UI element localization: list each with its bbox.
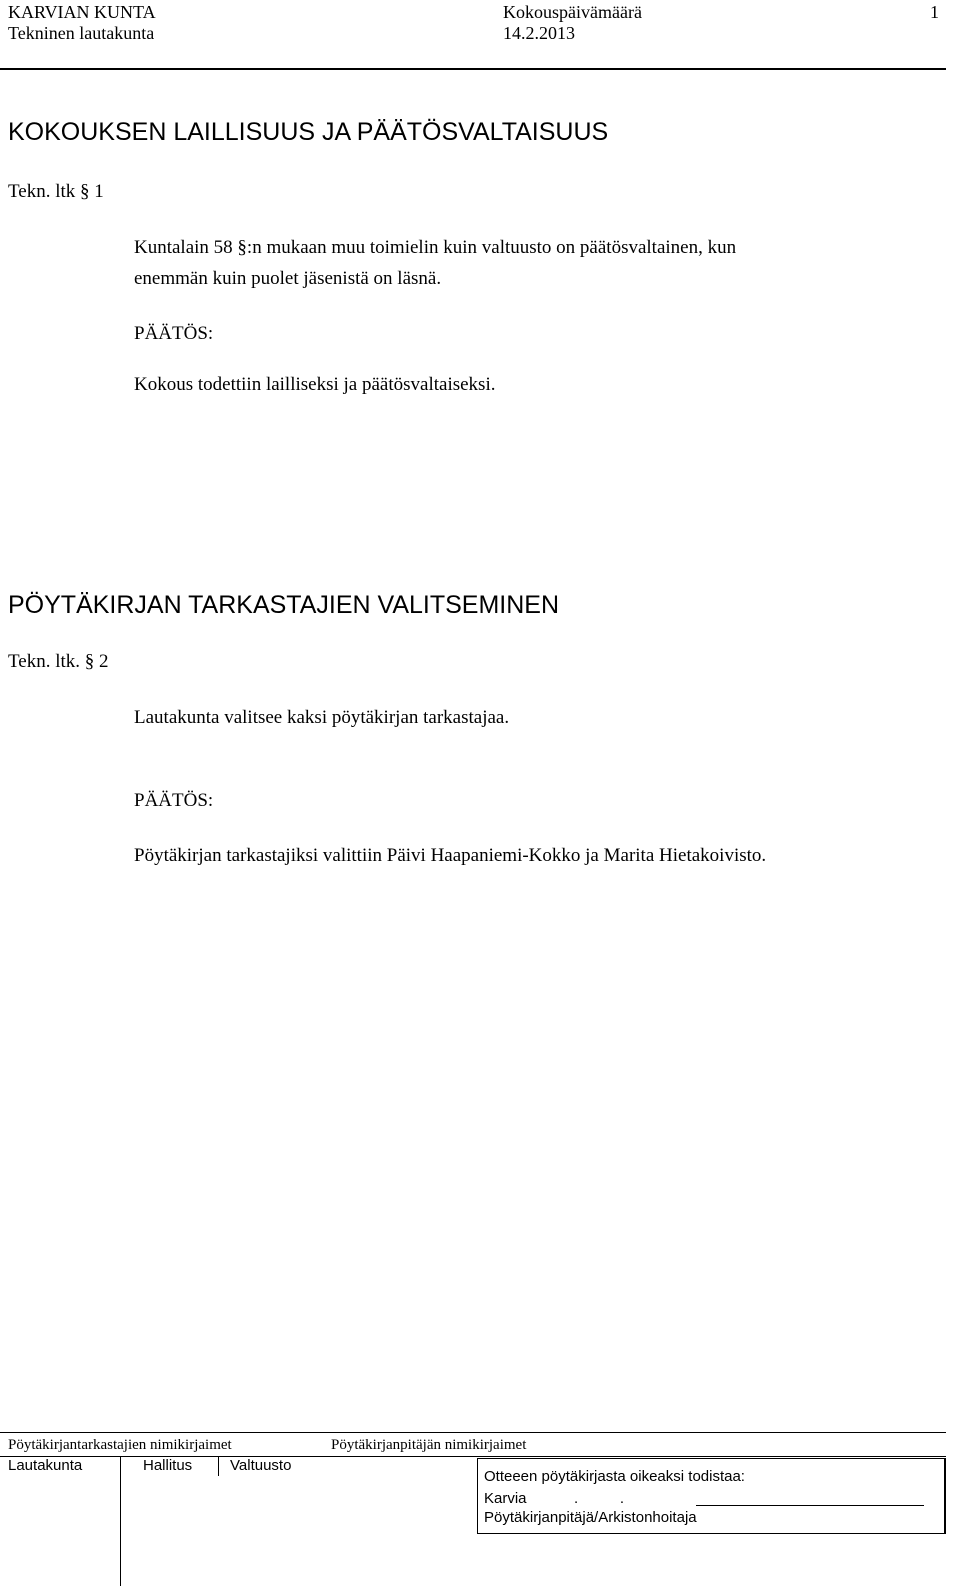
footer-col-valtuusto: Valtuusto (230, 1457, 292, 1474)
organization-name: KARVIAN KUNTA (8, 2, 156, 22)
header-divider (0, 68, 946, 70)
certify-place: Karvia (484, 1490, 527, 1507)
checkers-signatures-label: Pöytäkirjantarkastajien nimikirjaimet (8, 1437, 232, 1453)
section1-text-line2: enemmän kuin puolet jäsenistä on läsnä. (134, 268, 442, 289)
committee-name: Tekninen lautakunta (8, 23, 155, 43)
section2-ref: Tekn. ltk. § 2 (8, 651, 109, 672)
section1-ref: Tekn. ltk § 1 (8, 181, 104, 202)
section1-text-line1: Kuntalain 58 §:n mukaan muu toimielin kuin valtuusto on päätösvaltainen, kun (134, 237, 737, 258)
certify-date: . . (574, 1490, 625, 1507)
section2-title: PÖYTÄKIRJAN TARKASTAJIEN VALITSEMINEN (8, 591, 560, 619)
certification-box (477, 1458, 946, 1534)
page-number: 1 (930, 2, 939, 22)
footer-second-line (0, 1456, 946, 1457)
keeper-signatures-label: Pöytäkirjanpitäjän nimikirjaimet (331, 1437, 527, 1453)
meeting-date-label: Kokouspäivämäärä (503, 2, 642, 22)
footer-col-lautakunta: Lautakunta (8, 1457, 83, 1474)
footer-col-divider-1 (120, 1456, 121, 1586)
footer-col-hallitus: Hallitus (143, 1457, 193, 1474)
section2-decision-label: PÄÄTÖS: (134, 790, 214, 811)
section2-text: Lautakunta valitsee kaksi pöytäkirjan tarkastajaa. (134, 707, 510, 728)
meeting-date: 14.2.2013 (503, 23, 575, 43)
signature-line (696, 1505, 924, 1506)
section1-decision-label: PÄÄTÖS: (134, 323, 214, 344)
certify-signer: Pöytäkirjanpitäjä/Arkistonhoitaja (484, 1509, 697, 1526)
section2-decision: Pöytäkirjan tarkastajiksi valittiin Päivi Haapaniemi-Kokko ja Marita Hietakoivisto. (134, 845, 767, 866)
certify-text: Otteeen pöytäkirjasta oikeaksi todistaa: (484, 1468, 745, 1485)
footer-col-divider-2 (218, 1456, 219, 1476)
section1-decision: Kokous todettiin lailliseksi ja päätösvaltaiseksi. (134, 374, 496, 395)
section1-title: KOKOUKSEN LAILLISUUS JA PÄÄTÖSVALTAISUUS (8, 118, 609, 146)
footer-top-line (0, 1432, 946, 1433)
